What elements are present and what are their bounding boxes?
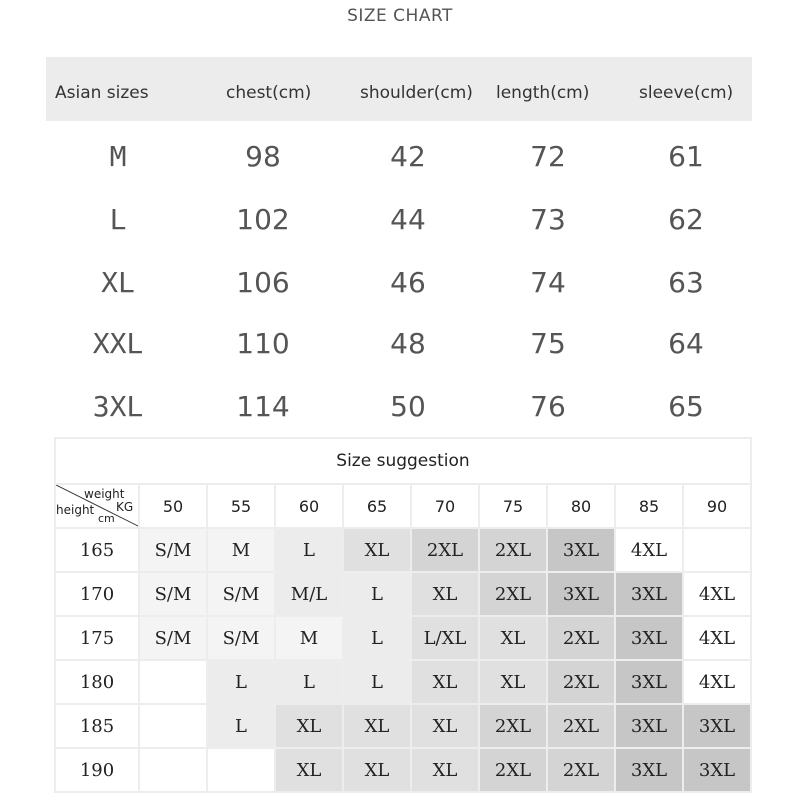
size-suggestion-cell: S/M [207,572,275,616]
size-suggestion-cell: XL [343,704,411,748]
size-suggestion-cell: 3XL [615,572,683,616]
table-row [55,704,751,748]
size-suggestion-cell: XL [411,748,479,792]
size-suggestion-cell [139,704,207,748]
col-header-shoulder: shoulder(cm) [360,83,473,103]
length-value: 74 [530,266,566,299]
size-suggestion-cell: XL [411,660,479,704]
size-suggestion-cell: 2XL [479,748,547,792]
size-suggestion-cell: 2XL [411,528,479,572]
size-suggestion-cell: XL [275,704,343,748]
weight-header: 55 [207,484,275,528]
size-suggestion-cell: M [275,616,343,660]
size-suggestion-cell: 3XL [615,660,683,704]
size-suggestion-cell: 3XL [615,704,683,748]
corner-cell [55,484,139,528]
size-chart-title: SIZE CHART [347,6,453,26]
size-suggestion-cell: 4XL [615,528,683,572]
table-row [55,528,751,572]
weight-header: 90 [683,484,751,528]
height-cell: 175 [55,616,139,660]
col-header-chest: chest(cm) [226,83,312,103]
size-suggestion-cell: 2XL [479,704,547,748]
table-row [55,660,751,704]
col-header-sleeve: sleeve(cm) [639,83,734,103]
size-suggestion-cell: S/M [207,616,275,660]
size-suggestion-cell: 4XL [683,660,751,704]
size-suggestion-cell: 3XL [547,528,615,572]
size-suggestion-cell: S/M [139,616,207,660]
length-value: 72 [530,140,566,173]
size-suggestion-cell: L/XL [411,616,479,660]
size-suggestion-cell: 2XL [547,748,615,792]
size-suggestion-cell [207,748,275,792]
size-suggestion-cell: 4XL [683,616,751,660]
size-suggestion-cell: S/M [139,528,207,572]
weight-header: 65 [343,484,411,528]
shoulder-value: 46 [390,266,426,299]
size-suggestion-cell: 3XL [683,748,751,792]
height-cell: 190 [55,748,139,792]
weight-header: 50 [139,484,207,528]
shoulder-value: 44 [390,203,426,236]
size-suggestion-cell: L [275,528,343,572]
corner-weight-label: weight [84,487,125,501]
size-suggestion-cell: XL [411,704,479,748]
size-suggestion-cell: 3XL [615,616,683,660]
size-suggestion-cell: 2XL [479,572,547,616]
length-value: 76 [530,390,566,423]
size-suggestion-cell: L [207,660,275,704]
weight-header: 85 [615,484,683,528]
size-chart-header [46,57,752,121]
sleeve-value: 62 [668,203,704,236]
size-suggestion-cell: L [275,660,343,704]
size-suggestion-cell [683,528,751,572]
size-label: XL [101,266,135,299]
size-suggestion-cell: 2XL [479,528,547,572]
corner-cm-label: cm [98,512,115,525]
size-suggestion-cell: M/L [275,572,343,616]
length-value: 73 [530,203,566,236]
size-suggestion-cell: 4XL [683,572,751,616]
size-suggestion-cell: XL [479,660,547,704]
height-cell: 170 [55,572,139,616]
size-label: XXL [92,327,144,360]
sleeve-value: 63 [668,266,704,299]
length-value: 75 [530,327,566,360]
table-row [55,572,751,616]
sleeve-value: 65 [668,390,704,423]
height-cell: 185 [55,704,139,748]
size-suggestion-cell: 3XL [547,572,615,616]
height-cell: 180 [55,660,139,704]
size-label: 3XL [92,390,144,423]
corner-height-label: height [56,503,95,517]
size-suggestion-cell: L [343,616,411,660]
table-row [55,748,751,792]
size-suggestion-cell: 2XL [547,704,615,748]
size-suggestion-cell: XL [275,748,343,792]
size-suggestion-cell: XL [479,616,547,660]
size-label: L [109,203,127,236]
size-suggestion-cell [139,748,207,792]
shoulder-value: 48 [390,327,426,360]
weight-header: 75 [479,484,547,528]
size-suggestion-cell: L [343,660,411,704]
col-header-length: length(cm) [496,83,590,103]
size-suggestion-cell: 3XL [615,748,683,792]
size-suggestion-cell: L [343,572,411,616]
sleeve-value: 61 [668,140,704,173]
size-suggestion-cell: S/M [139,572,207,616]
chest-value: 114 [236,390,290,423]
shoulder-value: 50 [390,390,426,423]
corner-kg-label: KG [116,500,134,514]
weight-header: 80 [547,484,615,528]
size-suggestion-cell: 2XL [547,616,615,660]
size-suggestion-cell: 2XL [547,660,615,704]
size-suggestion-cell: XL [411,572,479,616]
sleeve-value: 64 [668,327,704,360]
size-suggestion-table [54,437,752,793]
weight-header: 60 [275,484,343,528]
chest-value: 102 [236,203,290,236]
size-suggestion-cell: XL [343,528,411,572]
size-suggestion-cell: XL [343,748,411,792]
size-label: M [109,140,127,173]
chest-value: 106 [236,266,290,299]
table-row [55,616,751,660]
size-suggestion-cell: M [207,528,275,572]
size-suggestion-cell: 3XL [683,704,751,748]
size-suggestion-cell [139,660,207,704]
col-header-size: Asian sizes [55,83,149,103]
chest-value: 98 [245,140,281,173]
size-suggestion-title: Size suggestion [55,438,751,484]
height-cell: 165 [55,528,139,572]
size-suggestion-cell: L [207,704,275,748]
shoulder-value: 42 [390,140,426,173]
weight-header: 70 [411,484,479,528]
chest-value: 110 [236,327,290,360]
